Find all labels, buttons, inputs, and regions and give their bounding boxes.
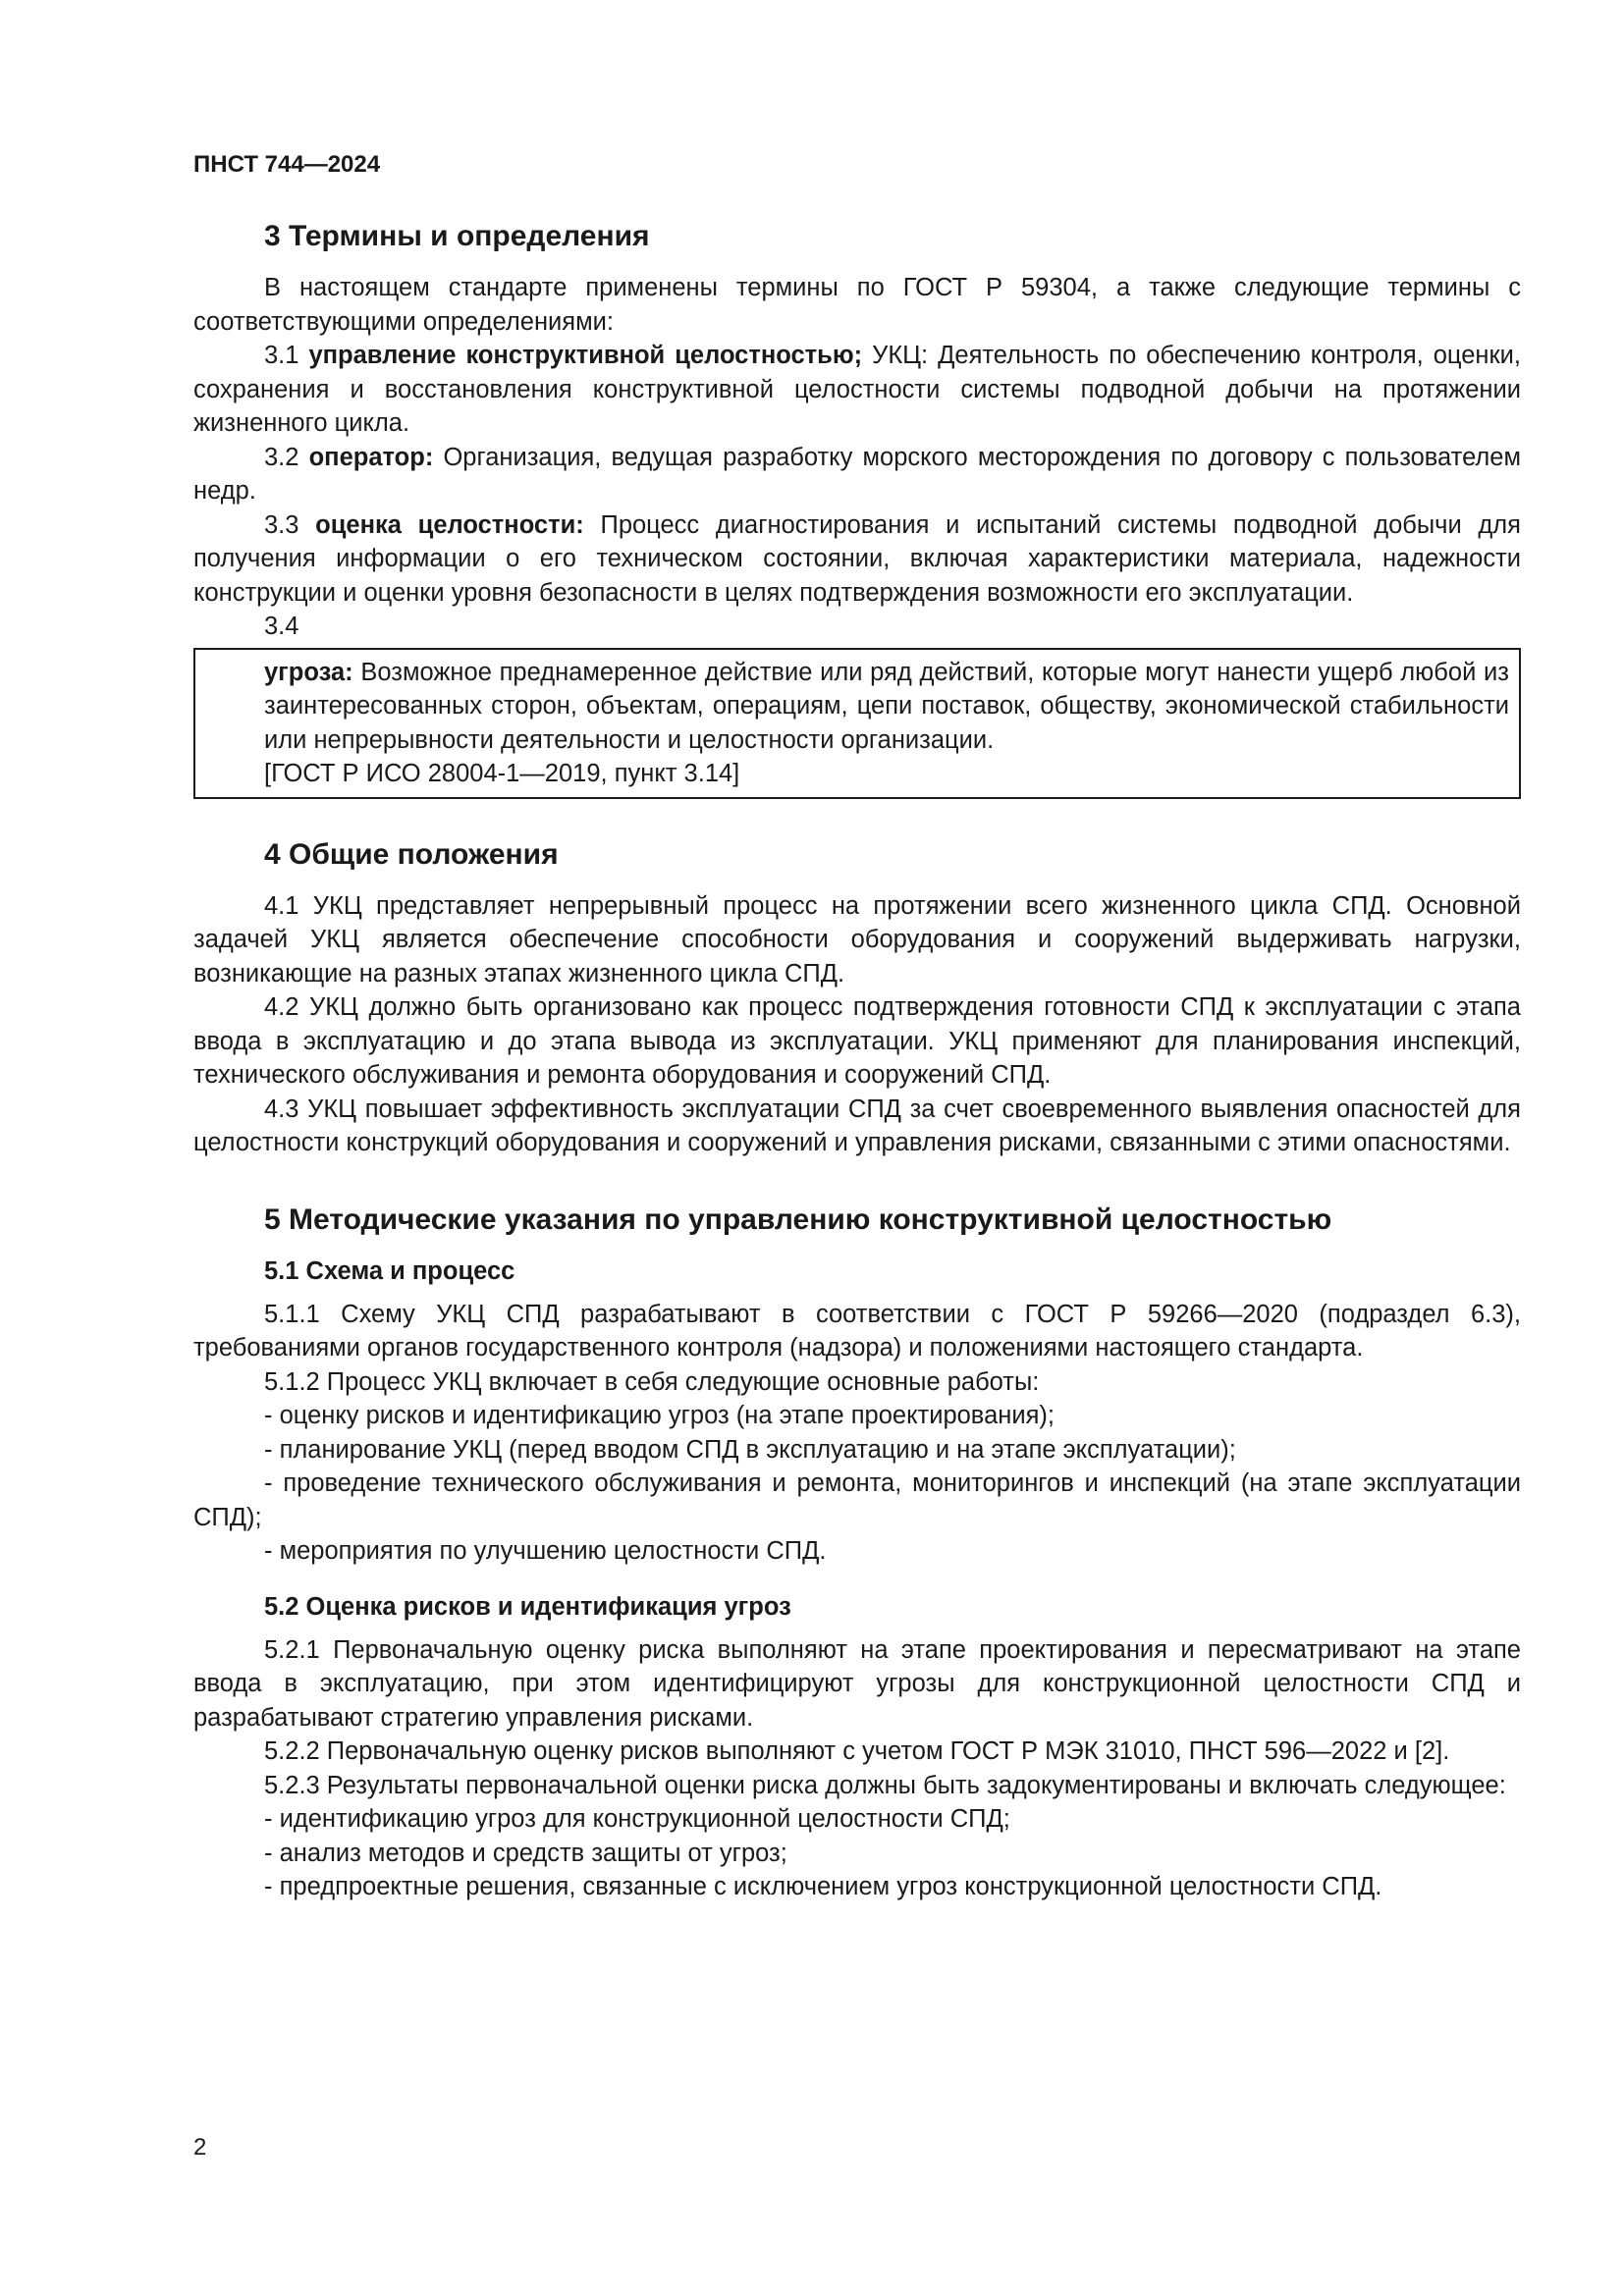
clause-5-2-2: 5.2.2 Первоначальную оценку рисков выполняют с учетом ГОСТ Р МЭК 31010, ПНСТ 596—2022 и [2]. <box>264 1737 1450 1765</box>
clause-5-1-1: 5.1.1 Схему УКЦ СПД разрабатывают в соответствии с ГОСТ Р 59266—2020 (подраздел 6.3), требованиями органов государственного контроля (надзора) и положениями настоящего стандарта. <box>193 1300 1521 1362</box>
term-definition: УКЦ: Деятельность по обеспечению контроля, оценки, сохранения и восстановления конструктивной целостности системы подводной добычи на протяжении жизненного цикла. <box>193 342 1521 437</box>
section-4-title: 4 Общие положения <box>264 837 559 871</box>
term-3-3 <box>193 508 1521 611</box>
term-3-4 <box>264 656 1509 758</box>
term-definition: Возможное преднамеренное действие или ряд действий, которые могут нанести ущерб любой из заинтересованных сторон, объектам, операциям, цепи поставок, обществу, экономической стабильности или непрерывности деятельности и целостности организации. <box>264 658 1509 754</box>
term-3-1 <box>193 339 1521 441</box>
term-3-4-source: [ГОСТ Р ИСО 28004-1—2019, пункт 3.14] <box>264 760 740 787</box>
subsection-5-2-title: 5.2 Оценка рисков и идентификация угроз <box>264 1592 791 1621</box>
term-3-4-box <box>193 648 1521 799</box>
section-3-title: 3 Термины и определения <box>264 220 650 252</box>
term-number: 3.3 <box>264 510 299 539</box>
list-item: - идентификацию угроз для конструкционной целостности СПД; <box>264 1805 1010 1833</box>
clause-5-2-3: 5.2.3 Результаты первоначальной оценки риска должны быть задокументированы и включать следующее: <box>264 1771 1506 1799</box>
section-3-intro: В настоящем стандарте применены термины по ГОСТ Р 59304, а также следующие термины с соответствующими определениями: <box>193 274 1521 336</box>
clause-5-2-1: 5.2.1 Первоначальную оценку риска выполняют на этапе проектирования и пересматривают на этапе ввода в эксплуатацию, при этом идентифицируют угрозы для конструкционной целостности СПД и разрабатывают стратегию управления рисками. <box>193 1635 1521 1732</box>
list-item: - мероприятия по улучшению целостности СПД. <box>264 1537 827 1565</box>
page-body <box>193 216 1521 1904</box>
term-name: управление конструктивной целостностью; <box>308 342 863 369</box>
list-item: - проведение технического обслуживания и ремонта, мониторингов и инспекций (на этапе эксплуатации СПД); <box>193 1469 1521 1531</box>
list-item: - оценку рисков и идентификацию угроз (на этапе проектирования); <box>264 1402 1055 1429</box>
term-3-2 <box>193 441 1521 508</box>
term-3-4-number: 3.4 <box>264 613 299 640</box>
term-name: оценка целостности: <box>315 510 584 539</box>
term-definition: Процесс диагностирования и испытаний системы подводной добычи для получения информации о его техническом состоянии, включая характеристики материала, надежности конструкции и оценки уровня безопасности в целях подтверждения возможности его эксплуатации. <box>193 510 1521 607</box>
clause-4-2: 4.2 УКЦ должно быть организовано как процесс подтверждения готовности СПД к эксплуатации с этапа ввода в эксплуатацию и до этапа вывода из эксплуатации. УКЦ применяют для планирования инспекций, технического обслуживания и ремонта оборудования и сооружений СПД. <box>193 993 1521 1089</box>
document-code: ПНСТ 744—2024 <box>193 151 381 178</box>
list-item: - предпроектные решения, связанные с исключением угроз конструкционной целостности СПД. <box>264 1873 1382 1900</box>
list-item: - планирование УКЦ (перед вводом СПД в эксплуатацию и на этапе эксплуатации); <box>264 1435 1236 1464</box>
list-item: - анализ методов и средств защиты от угроз; <box>264 1839 787 1867</box>
subsection-5-1-title: 5.1 Схема и процесс <box>264 1256 515 1285</box>
term-number: 3.1 <box>264 342 299 369</box>
term-name: угроза: <box>264 658 353 686</box>
clause-4-3: 4.3 УКЦ повышает эффективность эксплуатации СПД за счет своевременного выявления опасностей для целостности конструкций оборудования и сооружений и управления рисками, связанными с этими опасностями. <box>193 1095 1521 1156</box>
term-definition: Организация, ведущая разработку морского месторождения по договору с пользователем недр. <box>193 443 1521 505</box>
term-number: 3.2 <box>264 443 299 471</box>
term-name: оператор: <box>308 443 434 471</box>
clause-5-1-2: 5.1.2 Процесс УКЦ включает в себя следующие основные работы: <box>264 1367 1040 1396</box>
page-number: 2 <box>193 2134 207 2161</box>
section-5-title: 5 Методические указания по управлению конструктивной целостностью <box>264 1202 1332 1236</box>
clause-4-1: 4.1 УКЦ представляет непрерывный процесс на протяжении всего жизненного цикла СПД. Основной задачей УКЦ является обеспечение способности оборудования и сооружений выдерживать нагрузки, возникающие на разных этапах жизненного цикла СПД. <box>193 891 1521 988</box>
